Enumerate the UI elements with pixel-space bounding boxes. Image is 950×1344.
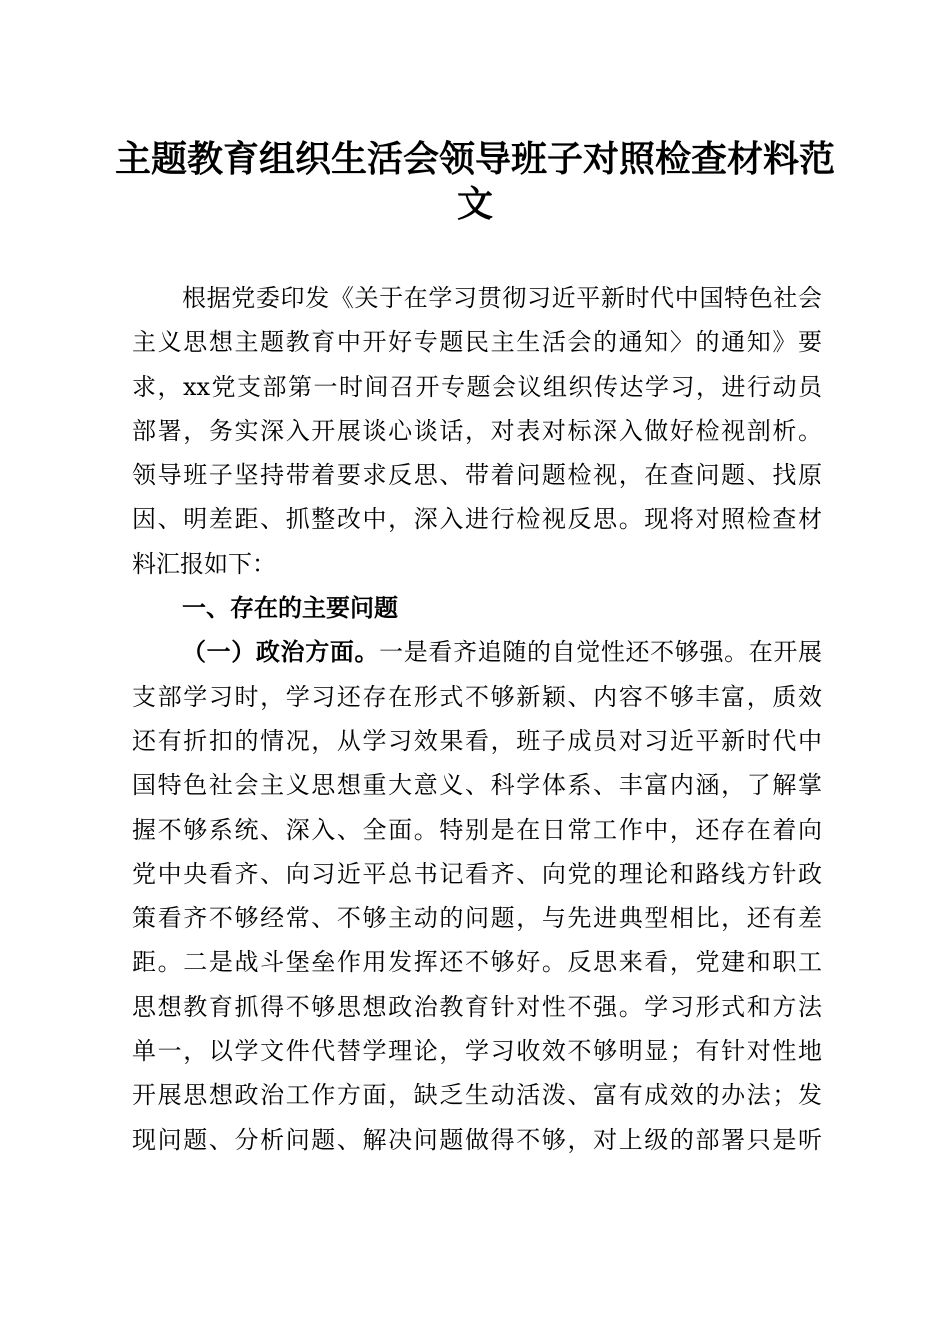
text-line: 料汇报如下：	[132, 549, 276, 578]
text-line: 支部学习时，学习还存在形式不够新颖、内容不够丰富，质效	[132, 682, 822, 711]
text-line: 策看齐不够经常、不够主动的问题，与先进典型相比，还有差	[132, 904, 822, 933]
text-line: 部署，务实深入开展谈心谈话，对表对标深入做好检视剖析。	[132, 416, 822, 445]
intro-paragraph	[132, 276, 822, 586]
text-line: 求，xx党支部第一时间召开专题会议组织传达学习，进行动员	[132, 372, 822, 401]
text-line	[132, 630, 822, 674]
text-span: 一是看齐追随的自觉性还不够强。在开展	[379, 638, 823, 667]
text-line: 国特色社会主义思想重大意义、科学体系、丰富内涵，了解掌	[132, 771, 822, 800]
subsection-lead: （一）政治方面。	[182, 637, 380, 667]
text-line: 还有折扣的情况，从学习效果看，班子成员对习近平新时代中	[132, 726, 822, 755]
text-line: 根据党委印发《关于在学习贯彻习近平新时代中国特色社会	[182, 284, 822, 312]
text-line: 党中央看齐、向习近平总书记看齐、向党的理论和路线方针政	[132, 859, 822, 888]
text-line: 握不够系统、深入、全面。特别是在日常工作中，还存在着向	[132, 815, 822, 844]
document-title	[110, 137, 840, 227]
text-line: 思想教育抓得不够思想政治教育针对性不强。学习形式和方法	[132, 992, 822, 1021]
text-line: 领导班子坚持带着要求反思、带着问题检视，在查问题、找原	[132, 461, 822, 490]
text-line: 单一，以学文件代替学理论，学习收效不够明显；有针对性地	[132, 1037, 822, 1066]
document-body	[132, 276, 822, 1162]
text-line: 主义思想主题教育中开好专题民主生活会的通知〉的通知》要	[132, 328, 822, 357]
text-line: 因、明差距、抓整改中，深入进行检视反思。现将对照检查材	[132, 505, 822, 534]
document-title-line: 主题教育组织生活会领导班子对照检查材料范	[114, 138, 835, 180]
section-heading: 一、存在的主要问题	[182, 594, 398, 623]
document-title-line: 文	[456, 183, 493, 225]
text-line: 开展思想政治工作方面，缺乏生动活泼、富有成效的办法；发	[132, 1081, 822, 1110]
text-line: 距。二是战斗堡垒作用发挥还不够好。反思来看，党建和职工	[132, 948, 822, 977]
politics-paragraph	[132, 630, 822, 1162]
text-line: 现问题、分析问题、解决问题做得不够，对上级的部署只是听	[132, 1125, 822, 1154]
